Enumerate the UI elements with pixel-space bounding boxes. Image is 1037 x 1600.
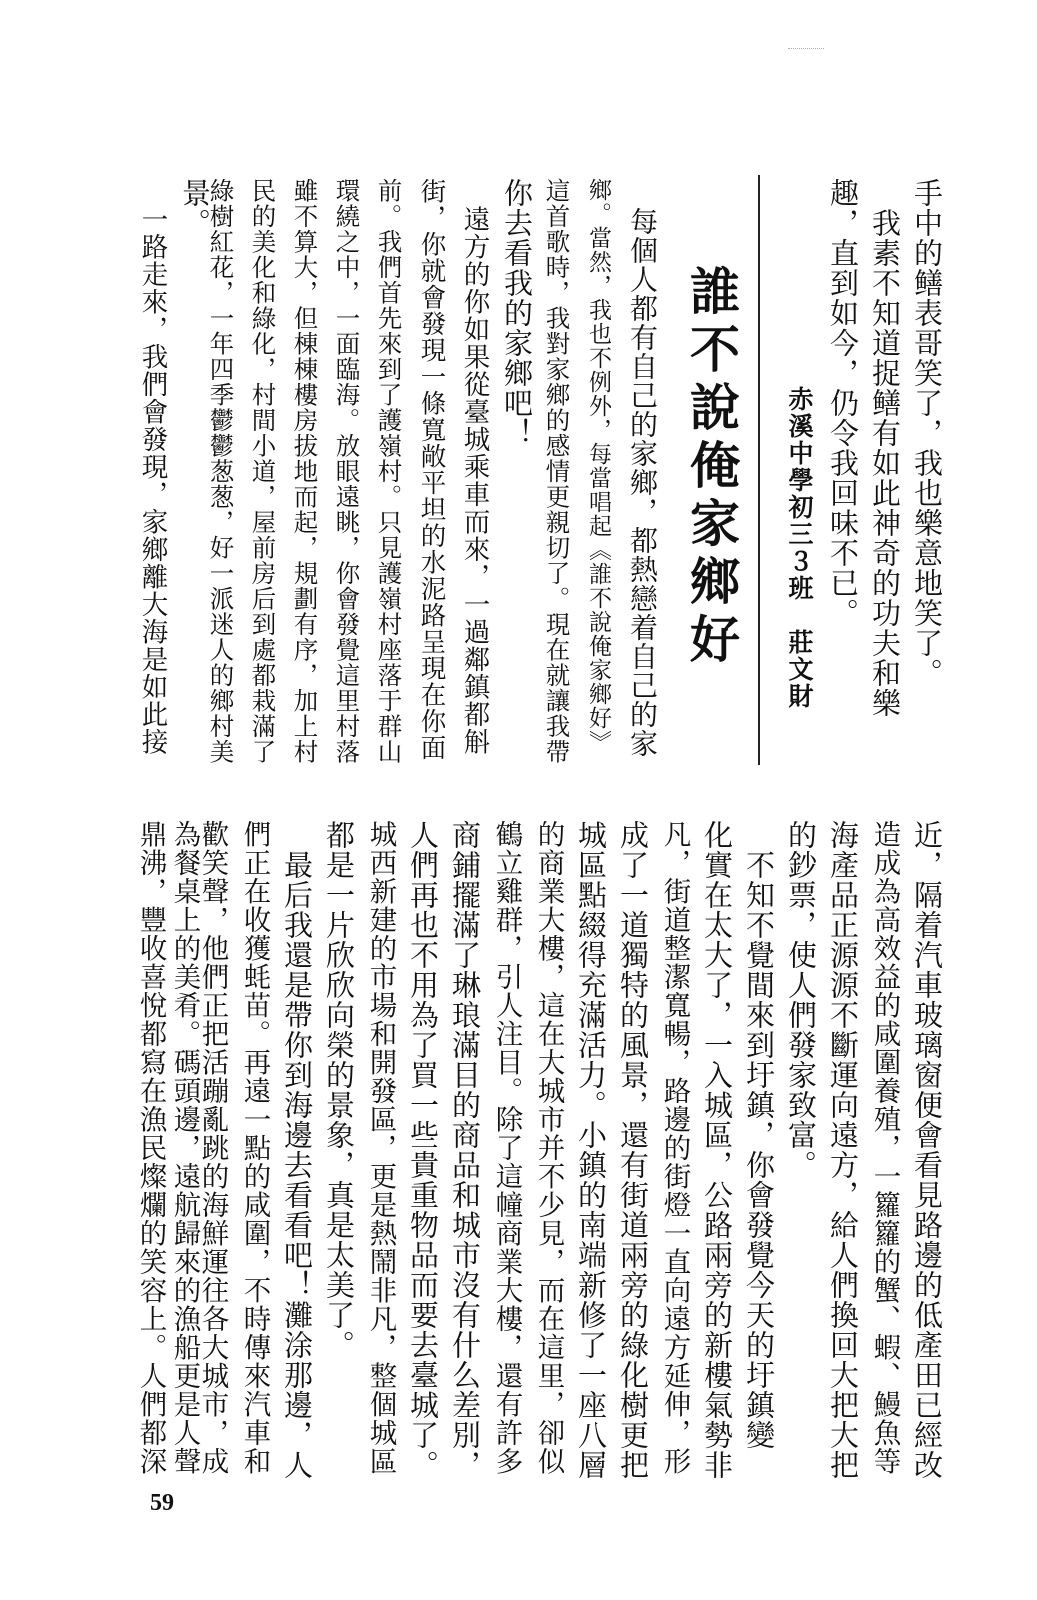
body-column: 鼎沸，豐收喜悅都寫在漁民燦爛的笑容上。人們都深	[134, 820, 167, 1476]
body-column: 你去看我的家鄉吧！	[500, 178, 534, 448]
body-column: 街，你就會發現一條寬敞平坦的水泥路呈現在你面	[416, 178, 447, 761]
body-column: 為餐桌上的美肴。碼頭邊，遠航歸來的漁船更是人聲	[168, 820, 201, 1476]
body-column: 這首歌時，我對家鄉的感情更親切了。現在就讓我帶	[542, 178, 572, 765]
body-column: 們正在收獲蚝苗。再遠一點的咸圍，不時傳來汽車和	[238, 820, 271, 1476]
body-column: 的鈔票，使人們發家致富。	[784, 820, 818, 1180]
body-column: 景。	[178, 178, 212, 238]
body-column: 的商業大樓，這在大城市并不少見，而在這里，卻似	[532, 820, 565, 1476]
body-column: 環繞之中，一面臨海。放眼遠眺，你會發覺這里村落	[332, 178, 362, 765]
title-rule	[758, 175, 760, 765]
body-column: 每個人都有自己的家鄉，都熱戀着自己的家	[626, 178, 659, 758]
scan-artifact	[788, 48, 824, 51]
body-column: 造成為高效益的咸圍養殖，一籮籮的蟹、蝦、鰻魚等	[868, 820, 901, 1476]
body-column: 綠樹紅花，一年四季鬱鬱葱葱，好一派迷人的鄉村美	[206, 178, 236, 765]
body-column: 一路走來，我們會發現，家鄉離大海是如此接	[136, 178, 168, 756]
body-column: 商鋪擺滿了琳琅滿目的商品和城市沒有什么差別，	[448, 820, 482, 1480]
body-column: 近，隔着汽車玻璃窗便會看見路邊的低產田已經改	[910, 820, 944, 1480]
page-number: 59	[150, 1490, 174, 1516]
body-column: 鶴立雞群，引人注目。除了這幢商業大樓，還有許多	[490, 820, 523, 1476]
body-column: 城區點綴得充滿活力。小鎮的南端新修了一座八層	[574, 820, 608, 1480]
body-column: 化實在太大了，一入城區，公路兩旁的新樓氣勢非	[700, 820, 734, 1480]
top-column: 我素不知道捉鳝有如此神奇的功夫和樂	[868, 178, 902, 718]
top-column: 手中的鳝表哥笑了，我也樂意地笑了。	[910, 178, 944, 688]
body-column: 成了一道獨特的風景，還有街道兩旁的綠化樹更把	[616, 820, 650, 1480]
body-column: 前。我們首先來到了護嶺村。只見護嶺村座落于群山	[374, 178, 404, 765]
body-column: 人們再也不用為了買一些貴重物品而要去臺城了。	[406, 820, 440, 1480]
top-column: 趣，直到如今，仍令我回味不已。	[826, 178, 860, 628]
body-column: 城西新建的市場和開發區，更是熱鬧非凡，整個城區	[364, 820, 397, 1476]
body-column: 不知不覺間來到圩鎮，你會發覺今天的圩鎮變	[742, 820, 776, 1450]
body-column: 鄉。當然，我也不例外，每當唱起《誰不說俺家鄉好》	[585, 178, 611, 754]
article-title: 誰不說俺家鄉好	[682, 265, 741, 671]
body-column: 都是一片欣欣向榮的景象，真是太美了。	[322, 820, 356, 1360]
body-column: 雖不算大，但棟棟樓房拔地而起，規劃有序，加上村	[290, 178, 320, 765]
body-column: 海產品正源源不斷運向遠方，給人們換回大把大把	[826, 820, 860, 1480]
body-column: 遠方的你如果從臺城乘車而來，一過鄰鎮都斛	[458, 178, 490, 756]
body-column: 凡，街道整潔寬暢，路邊的街燈一直向遠方延伸，形	[658, 820, 691, 1476]
body-column: 最后我還是帶你到海邊去看看吧！灘涂那邊，人	[280, 820, 314, 1480]
article-byline: 赤溪中學初三３班 莊文財	[785, 386, 814, 710]
body-column: 民的美化和綠化，村間小道，屋前房后到處都栽滿了	[248, 178, 278, 765]
body-column: 歡笑聲，他們正把活蹦亂跳的海鮮運往各大城市，成	[196, 820, 229, 1476]
